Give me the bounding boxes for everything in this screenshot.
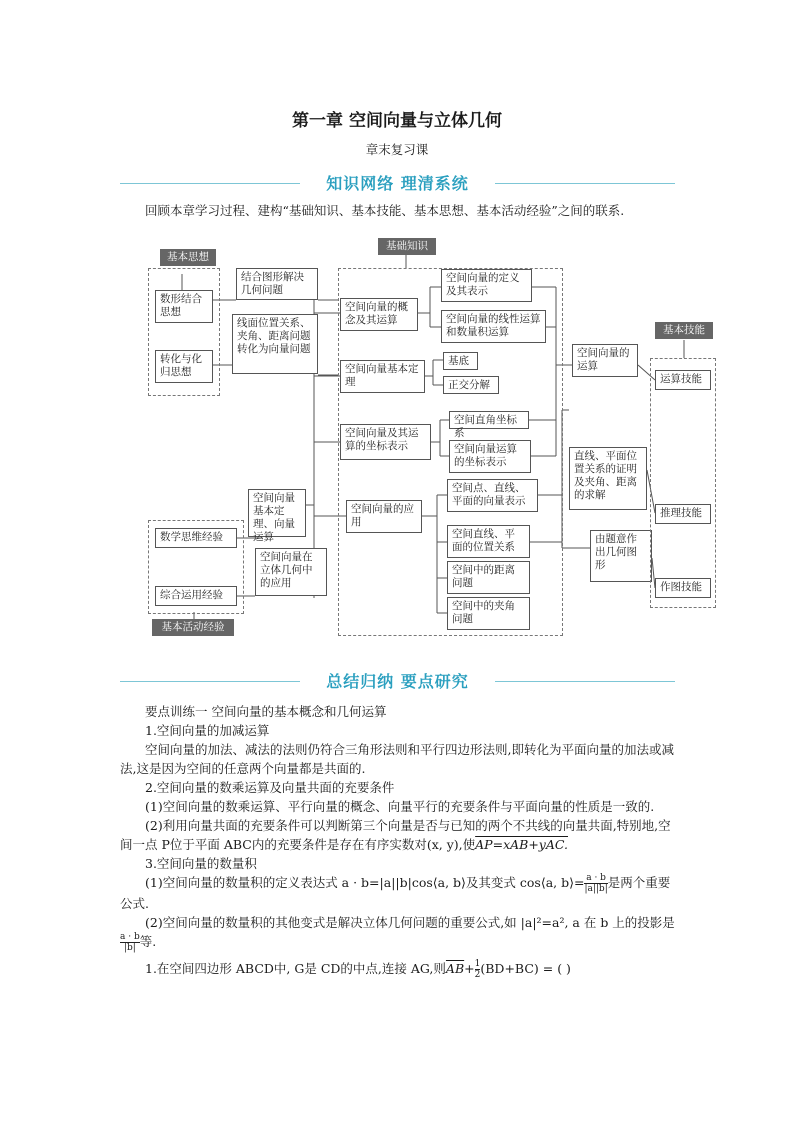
paragraph-1: 空间向量的加法、减法的法则仍符合三角形法则和平行四边形法则,即转化为平面向量的加法或减法,这是因为空间的任意两个向量都是共面的. xyxy=(120,742,674,776)
fraction-denominator: |b| xyxy=(123,943,136,953)
heading-2: 2.空间向量的数乘运算及向量共面的充要条件 xyxy=(145,780,395,795)
node-sub-9: 空间中的距离问题 xyxy=(447,561,530,594)
node-exp-1: 数学思维经验 xyxy=(155,528,237,548)
label-basic-knowledge: 基础知识 xyxy=(378,238,436,255)
heading-1: 1.空间向量的加减运算 xyxy=(145,723,270,738)
fraction-numerator: a · b xyxy=(120,932,140,942)
node-sub-7: 空间点、直线、平面的向量表示 xyxy=(447,479,538,512)
node-idea-1: 数形结合思想 xyxy=(155,290,213,323)
paragraph-3-text: (2)利用向量共面的充要条件可以判断第三个向量是否与已知的两个不共线的向量共面,特别地,空间一点 P位于平面 ABC内的充要条件是存在有序实数对(x, y),使 xyxy=(120,818,671,852)
node-sub-5: 空间直角坐标系 xyxy=(449,411,529,429)
fraction-denominator: |a||b| xyxy=(584,884,608,894)
paragraph-3 xyxy=(120,816,680,854)
node-sub-8: 空间直线、平面的位置关系 xyxy=(447,525,530,558)
question-1-text: 1.在空间四边形 ABCD中, G是 CD的中点,连接 AG,则 xyxy=(145,961,446,976)
fraction-numerator: 1 xyxy=(474,959,481,969)
plus-sign: + xyxy=(464,961,475,976)
node-idea-note-1: 结合图形解决几何问题 xyxy=(236,268,318,300)
node-idea-2: 转化与化归思想 xyxy=(155,350,213,383)
node-mid-1: 空间向量的运算 xyxy=(572,344,638,377)
node-main-4: 空间向量的应用 xyxy=(346,500,422,533)
node-sub-1: 空间向量的定义及其表示 xyxy=(441,269,532,302)
skill-group xyxy=(650,358,716,608)
node-main-1: 空间向量的概念及其运算 xyxy=(340,298,418,331)
paragraph-4 xyxy=(120,873,680,913)
paragraph-2: (1)空间向量的数乘运算、平行向量的概念、向量平行的充要条件与平面向量的性质是一致的. xyxy=(145,799,655,814)
fraction-cos xyxy=(584,873,607,894)
node-exp-2: 综合运用经验 xyxy=(155,586,237,606)
node-sub-3: 基底 xyxy=(443,352,478,370)
label-basic-idea: 基本思想 xyxy=(160,249,216,266)
fraction-projection xyxy=(120,932,140,953)
vector-equation: AP=xAB+yAC. xyxy=(475,837,568,852)
paragraph-4-text: (1)空间向量的数量积的定义表达式 a · b=|a||b|cos⟨a, b⟩及其变式 cos⟨a, b⟩= xyxy=(145,875,585,890)
question-1 xyxy=(120,959,680,980)
paragraph-5-text: (2)空间向量的数量积的其他变式是解决立体几何问题的重要公式,如 |a|²=a², a 在 b 上的投影是 xyxy=(145,915,675,930)
content-body xyxy=(120,702,680,980)
banner-summary xyxy=(120,668,675,696)
node-mid-2: 直线、平面位置关系的证明及夹角、距离的求解 xyxy=(569,447,647,510)
node-sub-2: 空间向量的线性运算和数量积运算 xyxy=(441,310,546,343)
node-sub-6: 空间向量运算的坐标表示 xyxy=(449,440,531,473)
node-sub-4: 正交分解 xyxy=(443,376,499,394)
node-sub-10: 空间中的夹角问题 xyxy=(447,597,530,630)
fraction-numerator: a · b xyxy=(586,873,606,883)
banner-text: 知识网络 理清系统 xyxy=(326,174,469,193)
node-main-3: 空间向量及其运算的坐标表示 xyxy=(340,424,431,460)
node-skill-2: 推理技能 xyxy=(655,504,711,524)
label-basic-activity: 基本活动经验 xyxy=(152,619,234,636)
node-skill-1: 运算技能 xyxy=(655,370,711,390)
heading-3: 3.空间向量的数量积 xyxy=(145,856,257,871)
lesson-subtitle: 章末复习课 xyxy=(365,142,429,157)
section-heading: 要点训练一 空间向量的基本概念和几何运算 xyxy=(145,704,387,719)
vector-ab: $\overline{AB}$ xyxy=(445,961,465,976)
chapter-title: 第一章 空间向量与立体几何 xyxy=(292,111,502,131)
node-exp-note-2: 空间向量在立体几何中的应用 xyxy=(255,548,327,596)
node-mid-3: 由题意作出几何图形 xyxy=(590,530,652,582)
node-idea-note-2: 线面位置关系、夹角、距离问题转化为向量问题 xyxy=(232,314,318,374)
node-main-2: 空间向量基本定理 xyxy=(340,360,425,393)
paragraph-5-end: 等. xyxy=(139,934,157,949)
label-basic-skill: 基本技能 xyxy=(655,322,713,339)
fraction-denominator: 2 xyxy=(474,970,481,980)
intro-paragraph: 回顾本章学习过程、建构“基础知识、基本技能、基本思想、基本活动经验”之间的联系. xyxy=(145,203,625,218)
node-exp-note-1: 空间向量基本定理、向量运算 xyxy=(248,489,306,537)
paragraph-5 xyxy=(120,913,680,953)
question-1-end: (BD+BC) = ( ) xyxy=(480,961,571,976)
paragraph-4-end: 是两个重要公式. xyxy=(120,875,671,911)
banner-text: 总结归纳 要点研究 xyxy=(326,672,469,691)
node-skill-3: 作图技能 xyxy=(655,578,711,598)
